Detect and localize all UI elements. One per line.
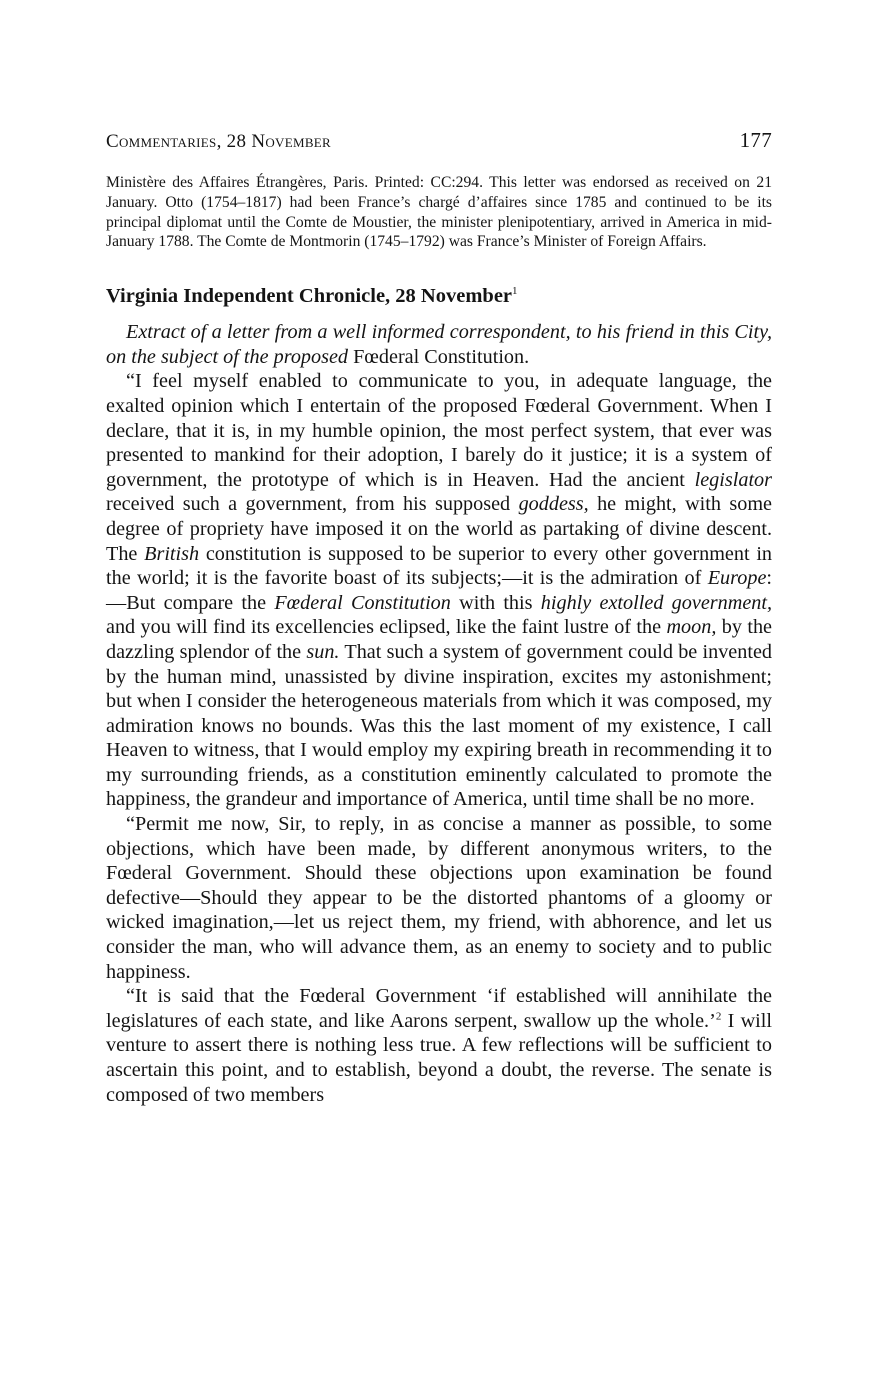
intro-italic: Extract of a letter from a well informed correspondent, to his friend in this City, on the subject of the proposed bbox=[106, 321, 772, 368]
p1-italic-2: goddess, bbox=[518, 493, 589, 516]
heading-footnote-marker: 1 bbox=[512, 285, 518, 298]
paragraph-2: “Permit me now, Sir, to reply, in as concise a manner as possible, to some objections, which have been made, by different anonymous writers, to the Fœderal Government. Should these objections upon examination be found defective—Should they appear to be the distorted phantoms of a gloomy or wicked imagination,—let us reject them, my friend, with abhorence, and let us consider the man, who will advance them, as an enemy to society and to public happiness. bbox=[106, 813, 772, 983]
p1-italic-8: sun. bbox=[306, 640, 340, 663]
page-number: 177 bbox=[739, 128, 772, 152]
p1-text-5: :—But compare the bbox=[106, 567, 773, 614]
intro-paragraph bbox=[106, 320, 772, 369]
article-heading-text: Virginia Independent Chronicle, 28 November bbox=[106, 285, 513, 308]
source-note: Ministère des Affaires Étrangères, Paris. Printed: CC:294. This letter was endorsed as received on 21 January. Otto (1754–1817) had been France’s chargé d’affaires since 1785 and continued to be its principal diplomat until the Comte de Moustier, the minister plenipotentiary, arrived in America in mid-January 1788. The Comte de Montmorin (1745–1792) was France’s Minister of Foreign Affairs. bbox=[106, 174, 772, 251]
p1-italic-6: highly extolled government, bbox=[540, 591, 773, 614]
paragraph-3 bbox=[106, 984, 772, 1107]
p1-italic-3: British bbox=[144, 542, 200, 565]
p1-italic-1: legislator bbox=[694, 468, 772, 491]
article-heading bbox=[106, 283, 772, 309]
p3-text-1: “It is said that the Fœderal Government ‘if established will annihilate the legislatures of each state, and like Aarons serpent, swallow up the whole.’ bbox=[106, 985, 772, 1032]
paragraph-1 bbox=[106, 369, 772, 812]
document-page bbox=[106, 128, 772, 1107]
p1-text-6: with this bbox=[459, 591, 533, 614]
article-body bbox=[106, 320, 772, 1107]
p1-italic-7: moon, bbox=[666, 616, 717, 639]
p3-text-2: I will venture to assert there is nothing less true. A few reflections will be sufficient to ascertain this point, and to establish, beyond a doubt, the reverse. The senate is composed of two members bbox=[106, 1009, 772, 1106]
running-head bbox=[106, 128, 772, 158]
intro-roman: Fœderal Constitution. bbox=[353, 345, 530, 368]
p1-text-9: That such a system of government could be invented by the human mind, unassisted by divine inspiration, excites my astonishment; but when I consider the heterogeneous materials from which it was composed, my admiration knows no bounds. Was this the last moment of my existence, I call Heaven to witness, that I would employ my expiring breath in recommending it to my surrounding friends, as a constitution eminently calculated to promote the happiness, the grandeur and importance of America, until time shall be no more. bbox=[106, 640, 773, 811]
p1-text-7: and you will find its excellencies eclipsed, like the faint lustre of the bbox=[106, 616, 662, 639]
p1-text-2: received such a government, from his supposed bbox=[106, 493, 511, 516]
footnote-marker-2: 2 bbox=[715, 1010, 722, 1023]
p1-text-1: “I feel myself enabled to communicate to you, in adequate language, the exalted opinion which I entertain of the proposed Fœderal Government. When I declare, that it is, in my humble opinion, the most perfect system, that ever was presented to mankind for their adoption, I barely do it justice; it is a system of government, the prototype of which is in Heaven. Had the ancient bbox=[106, 370, 772, 491]
running-head-title: Commentaries, 28 November bbox=[106, 131, 331, 152]
p1-text-8: by the dazzling splendor of the bbox=[106, 616, 773, 663]
p1-italic-4: Europe bbox=[707, 567, 767, 590]
p1-italic-5: Fœderal Constitution bbox=[274, 591, 451, 614]
p1-text-4: constitution is supposed to be superior to every other government in the world; it is the favorite boast of its subjects;—it is the admiration of bbox=[106, 542, 773, 590]
p1-text-3: he might, with some degree of propriety have imposed it on the world as partaking of divine descent. The bbox=[106, 493, 772, 565]
